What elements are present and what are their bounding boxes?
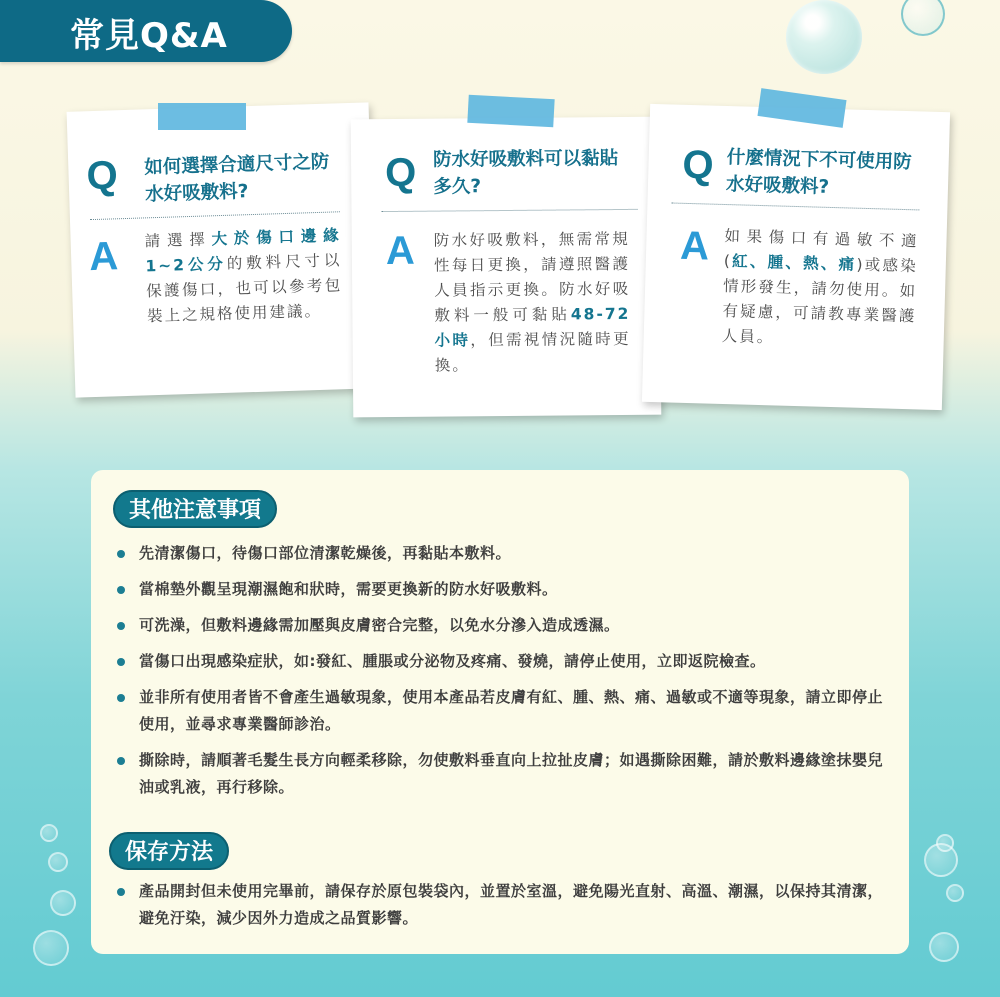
a-mark: A <box>679 223 710 269</box>
bullet-dot <box>117 694 125 702</box>
answer-text <box>144 223 343 329</box>
list-item-text: 並非所有使用者皆不會產生過敏現象，使用本產品若皮膚有紅、腫、熱、痛、過敏或不適等現象，請立即停止使用，並尋求專業醫師診治。 <box>139 688 884 733</box>
tape-decoration <box>467 95 554 127</box>
answer-segment: 請選擇 <box>144 230 212 251</box>
bullet-dot <box>117 757 125 765</box>
list-item <box>113 648 893 675</box>
list-item-text: 撕除時，請順著毛髮生長方向輕柔移除，勿使敷料垂直向上拉扯皮膚；如遇撕除困難，請於敷料邊緣塗抹嬰兒油或乳液，再行移除。 <box>139 751 884 796</box>
a-mark: A <box>88 234 119 280</box>
question-text: 什麼情況下不可使用防水好吸敷料? <box>725 147 912 198</box>
bullet-dot <box>117 586 125 594</box>
notes-panel <box>91 470 909 954</box>
answer-segment: ，但需視情況隨時更換。 <box>434 329 631 375</box>
list-item <box>113 540 893 567</box>
a-mark: A <box>385 228 415 274</box>
list-item <box>113 878 893 932</box>
bullet-dot <box>117 622 125 630</box>
answer-segment: 如果傷口有過敏不適( <box>723 227 919 271</box>
header-tab <box>0 0 292 62</box>
list-item <box>113 612 893 639</box>
page-title: 常見Q&A <box>70 16 228 56</box>
list-item <box>113 576 893 603</box>
bullet-dot <box>117 550 125 558</box>
divider <box>671 203 919 211</box>
qa-card-1 <box>67 102 378 397</box>
answer-segment: )或感染情形發生，請勿使用。如有疑慮，可請教專業醫護人員。 <box>721 255 919 347</box>
divider <box>382 209 638 212</box>
qa-card-3 <box>642 104 950 410</box>
bubble-decoration <box>48 852 68 872</box>
qa-card-2 <box>351 117 662 418</box>
question-text: 如何選擇合適尺寸之防水好吸敷料? <box>144 151 330 206</box>
list-item-text: 先清潔傷口，待傷口部位清潔乾燥後，再黏貼本敷料。 <box>139 544 512 562</box>
question-text: 防水好吸敷料可以黏貼多久? <box>432 148 619 198</box>
bubble-decoration <box>786 0 862 74</box>
tape-decoration <box>158 103 246 130</box>
notes-title: 其他注意事項 <box>113 490 277 528</box>
storage-title: 保存方法 <box>109 832 229 870</box>
bubble-decoration <box>33 930 69 966</box>
divider <box>90 211 340 220</box>
answer-text <box>434 227 631 379</box>
answer-highlight: 紅、腫、熱、痛 <box>731 252 857 274</box>
q-mark: Q <box>85 153 119 199</box>
bubble-decoration <box>929 932 959 962</box>
list-item-text: 產品開封但未使用完畢前，請保存於原包裝袋內，並置於室溫，避免陽光直射、高溫、潮濕，以保持其清潔，避免汙染，減少因外力造成之品質影響。 <box>139 882 884 927</box>
q-mark: Q <box>384 150 417 196</box>
storage-list <box>113 878 893 932</box>
bubble-decoration <box>946 884 964 902</box>
list-item <box>113 684 893 738</box>
list-item-text: 當棉墊外觀呈現潮濕飽和狀時，需要更換新的防水好吸敷料。 <box>139 580 558 598</box>
answer-segment: 防水好吸敷料，無需常規性每日更換，請遵照醫護人員指示更換。防水好吸敷料一般可黏貼 <box>433 229 631 325</box>
list-item-text: 當傷口出現感染症狀，如:發紅、腫脹或分泌物及疼痛、發燒，請停止使用，立即返院檢查。 <box>139 652 766 670</box>
notes-list <box>113 540 893 801</box>
bubble-decoration <box>50 890 76 916</box>
list-item <box>113 747 893 801</box>
bubble-decoration <box>924 843 958 877</box>
bullet-dot <box>117 888 125 896</box>
q-mark: Q <box>681 142 715 188</box>
bullet-dot <box>117 658 125 666</box>
bubble-decoration <box>40 824 58 842</box>
answer-highlight: 大於傷口邊緣1~2公分 <box>145 226 341 276</box>
list-item-text: 可洗澡，但敷料邊緣需加壓與皮膚密合完整，以免水分滲入造成透濕。 <box>139 616 620 634</box>
answer-text <box>721 224 918 354</box>
answer-segment: 的敷料尺寸以保護傷口，也可以參考包裝上之規格使用建議。 <box>145 251 343 326</box>
bubble-decoration <box>901 0 945 36</box>
answer-highlight: 48-72小時 <box>434 304 631 350</box>
